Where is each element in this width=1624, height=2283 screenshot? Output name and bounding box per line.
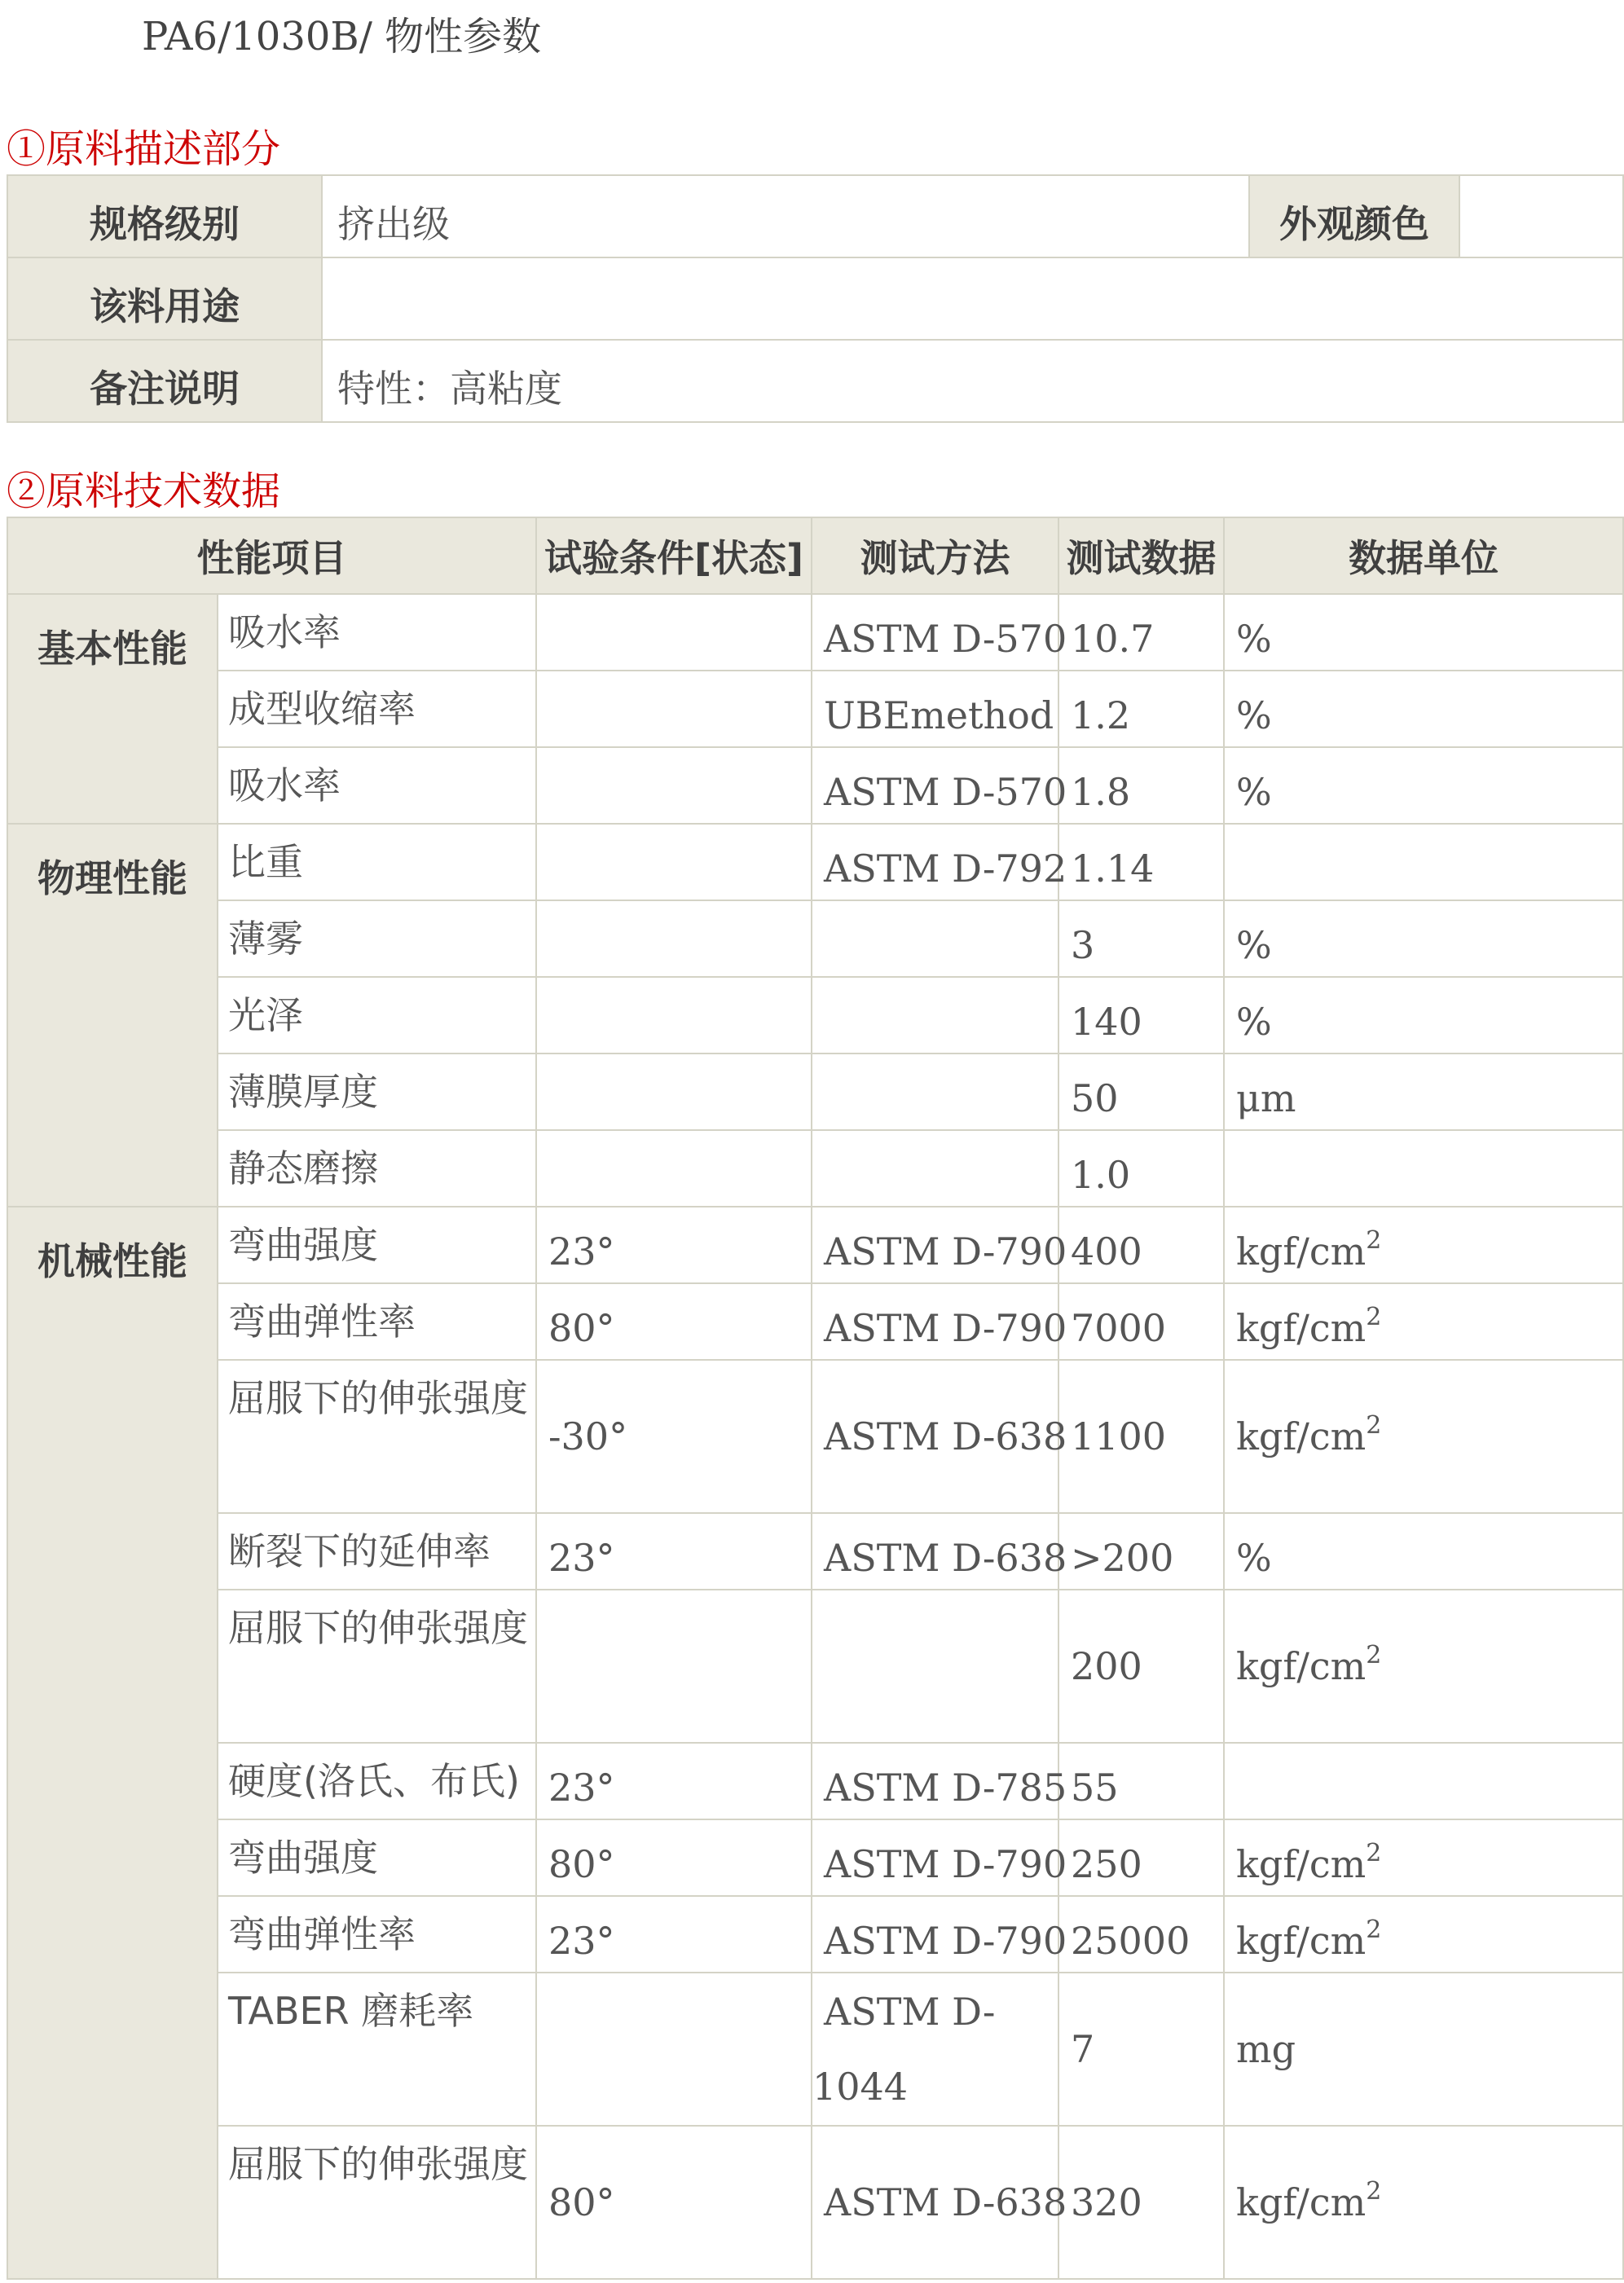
table-row (7, 1896, 1623, 1973)
unit-text: mg (1236, 2027, 1296, 2071)
property-item: 弯曲弹性率 (218, 1896, 536, 1973)
property-item: 静态磨擦 (218, 1130, 536, 1207)
header-method: 测试方法 (812, 517, 1058, 594)
test-data: 55 (1058, 1743, 1224, 1819)
test-method: ASTM D-792 (812, 824, 1058, 900)
table-row (7, 1743, 1623, 1819)
property-item: 弯曲弹性率 (218, 1283, 536, 1360)
unit-superscript: 2 (1366, 2177, 1382, 2206)
unit-text: kgf/cm (1236, 2180, 1367, 2224)
unit-superscript: 2 (1366, 1916, 1382, 1944)
table-row (7, 1513, 1623, 1590)
unit-text: kgf/cm (1236, 1842, 1367, 1886)
data-unit (1224, 1283, 1623, 1360)
property-item: 硬度(洛氏、布氏) (218, 1743, 536, 1819)
test-method: ASTM D-790 (812, 1896, 1058, 1973)
test-data: 1.0 (1058, 1130, 1224, 1207)
property-item: 吸水率 (218, 747, 536, 824)
test-condition (536, 900, 812, 977)
property-item: 成型收缩率 (218, 671, 536, 747)
test-data: 140 (1058, 977, 1224, 1054)
table-row (7, 1130, 1623, 1207)
test-data: 1.8 (1058, 747, 1224, 824)
property-item: 吸水率 (218, 594, 536, 671)
header-data: 测试数据 (1058, 517, 1224, 594)
unit-text: % (1236, 1536, 1272, 1580)
use-label: 该料用途 (7, 257, 322, 340)
unit-text: % (1236, 693, 1272, 737)
test-data: 1100 (1058, 1360, 1224, 1513)
material-description-table (7, 174, 1624, 423)
unit-text: % (1236, 1000, 1272, 1044)
test-condition (536, 1590, 812, 1743)
category-mechanical: 机械性能 (7, 1207, 218, 2279)
test-condition (536, 1130, 812, 1207)
test-condition: 80° (536, 2126, 812, 2279)
test-method (812, 1054, 1058, 1130)
test-method (812, 1590, 1058, 1743)
test-condition (536, 1054, 812, 1130)
test-condition: 23° (536, 1513, 812, 1590)
test-data: 1.2 (1058, 671, 1224, 747)
table-row (7, 1207, 1623, 1283)
color-label: 外观颜色 (1249, 175, 1459, 257)
property-item: 屈服下的伸张强度 (218, 1590, 536, 1743)
unit-superscript: 2 (1366, 1226, 1382, 1255)
table-row (7, 824, 1623, 900)
test-condition (536, 824, 812, 900)
table-row (7, 2126, 1623, 2279)
property-item: 屈服下的伸张强度 (218, 1360, 536, 1513)
property-item: 薄膜厚度 (218, 1054, 536, 1130)
test-method: ASTM D-570 (812, 594, 1058, 671)
test-method: ASTM D-570 (812, 747, 1058, 824)
test-data: 250 (1058, 1819, 1224, 1896)
property-item: 弯曲强度 (218, 1207, 536, 1283)
property-item: 薄雾 (218, 900, 536, 977)
unit-text: % (1236, 770, 1272, 814)
test-data: 50 (1058, 1054, 1224, 1130)
unit-text: μm (1236, 1076, 1296, 1120)
test-method: ASTM D-1044 (812, 1973, 1058, 2126)
data-unit (1224, 824, 1623, 900)
test-condition (536, 1973, 812, 2126)
header-property: 性能项目 (7, 517, 536, 594)
property-item: TABER 磨耗率 (218, 1973, 536, 2126)
header-unit: 数据单位 (1224, 517, 1623, 594)
test-method (812, 900, 1058, 977)
test-data: 7000 (1058, 1283, 1224, 1360)
test-condition (536, 747, 812, 824)
table-row (7, 1819, 1623, 1896)
table-row (7, 1054, 1623, 1130)
test-data: 10.7 (1058, 594, 1224, 671)
table-header-row (7, 517, 1623, 594)
color-value (1459, 175, 1623, 257)
test-method: ASTM D-785 (812, 1743, 1058, 1819)
table-row (7, 594, 1623, 671)
data-unit (1224, 900, 1623, 977)
property-item: 断裂下的延伸率 (218, 1513, 536, 1590)
unit-text: kgf/cm (1236, 1229, 1367, 1273)
test-method (812, 1130, 1058, 1207)
test-condition (536, 977, 812, 1054)
test-data: 3 (1058, 900, 1224, 977)
test-condition: 23° (536, 1207, 812, 1283)
unit-text: % (1236, 617, 1272, 661)
note-label: 备注说明 (7, 340, 322, 422)
test-condition: -30° (536, 1360, 812, 1513)
spec-row (7, 175, 1623, 257)
test-data: 400 (1058, 1207, 1224, 1283)
data-unit (1224, 671, 1623, 747)
unit-text: kgf/cm (1236, 1644, 1367, 1688)
test-data: 200 (1058, 1590, 1224, 1743)
test-data: 320 (1058, 2126, 1224, 2279)
use-value (322, 257, 1623, 340)
unit-text: kgf/cm (1236, 1414, 1367, 1458)
test-method: ASTM D-790 (812, 1819, 1058, 1896)
data-unit (1224, 1743, 1623, 1819)
data-unit (1224, 977, 1623, 1054)
test-data: >200 (1058, 1513, 1224, 1590)
table-row (7, 671, 1623, 747)
test-condition (536, 594, 812, 671)
test-method: ASTM D-638 (812, 2126, 1058, 2279)
property-item: 光泽 (218, 977, 536, 1054)
header-condition: 试验条件[状态] (536, 517, 812, 594)
unit-superscript: 2 (1366, 1303, 1382, 1331)
unit-superscript: 2 (1366, 1641, 1382, 1669)
test-data: 25000 (1058, 1896, 1224, 1973)
data-unit (1224, 1054, 1623, 1130)
test-condition: 23° (536, 1743, 812, 1819)
table-row (7, 977, 1623, 1054)
test-condition: 23° (536, 1896, 812, 1973)
data-unit (1224, 1130, 1623, 1207)
test-method: ASTM D-790 (812, 1207, 1058, 1283)
data-unit (1224, 2126, 1623, 2279)
test-method (812, 977, 1058, 1054)
unit-text: % (1236, 923, 1272, 967)
table-row (7, 1973, 1623, 2126)
data-unit (1224, 594, 1623, 671)
section-heading-material-description: ①原料描述部分 (7, 126, 281, 172)
table-row (7, 900, 1623, 977)
test-method: ASTM D-790 (812, 1283, 1058, 1360)
unit-superscript: 2 (1366, 1411, 1382, 1440)
section-heading-technical-data: ②原料技术数据 (7, 468, 281, 514)
data-unit (1224, 1207, 1623, 1283)
technical-data-table (7, 517, 1624, 2280)
spec-value: 挤出级 (322, 175, 1249, 257)
test-condition (536, 671, 812, 747)
data-unit (1224, 1513, 1623, 1590)
data-unit (1224, 1590, 1623, 1743)
unit-superscript: 2 (1366, 1839, 1382, 1867)
test-data: 7 (1058, 1973, 1224, 2126)
unit-text: kgf/cm (1236, 1306, 1367, 1350)
test-condition: 80° (536, 1819, 812, 1896)
data-unit (1224, 1896, 1623, 1973)
note-value: 特性：高粘度 (322, 340, 1623, 422)
page-title: PA6/1030B/ 物性参数 (142, 14, 542, 59)
spec-label: 规格级别 (7, 175, 322, 257)
table-row (7, 1590, 1623, 1743)
test-method: ASTM D-638 (812, 1360, 1058, 1513)
unit-text: kgf/cm (1236, 1919, 1367, 1963)
table-row (7, 1360, 1623, 1513)
test-method: ASTM D-638 (812, 1513, 1058, 1590)
note-row (7, 340, 1623, 422)
test-condition: 80° (536, 1283, 812, 1360)
data-unit (1224, 1360, 1623, 1513)
data-unit (1224, 1973, 1623, 2126)
property-item: 屈服下的伸张强度 (218, 2126, 536, 2279)
data-unit (1224, 747, 1623, 824)
table-row (7, 747, 1623, 824)
property-item: 弯曲强度 (218, 1819, 536, 1896)
category-basic: 基本性能 (7, 594, 218, 824)
use-row (7, 257, 1623, 340)
data-unit (1224, 1819, 1623, 1896)
test-data: 1.14 (1058, 824, 1224, 900)
table-row (7, 1283, 1623, 1360)
category-physical: 物理性能 (7, 824, 218, 1207)
test-method: UBEmethod (812, 671, 1058, 747)
property-item: 比重 (218, 824, 536, 900)
